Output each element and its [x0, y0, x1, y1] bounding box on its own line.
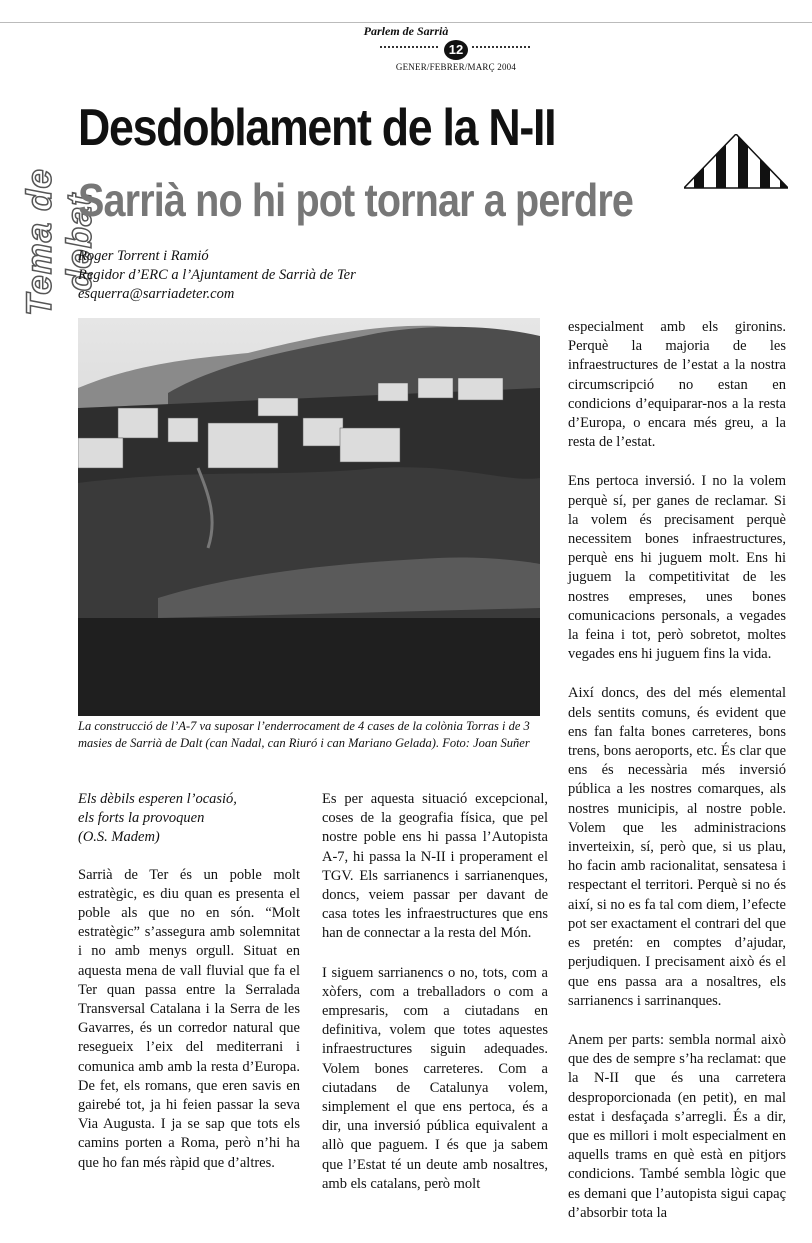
- section-label: Tema de debat: [20, 168, 99, 316]
- photo-caption: La construcció de l’A-7 va suposar l’enderrocament de 4 cases de la colònia Torras i de 3 masies de Sarrià de Dalt (can Nadal, can Riuró i can Mariano Gelada). Foto: Joan Suñer: [78, 719, 530, 750]
- author-email: esquerra@sarriadeter.com: [78, 286, 235, 302]
- author-role: Regidor d’ERC a l’Ajuntament de Sarrià de Ter: [78, 267, 356, 283]
- paragraph: Així doncs, des del més elemental dels sentits comuns, és evident que ens fan falta bones carreteres, bons trens, bons aeroports, etc. És clar que ens és necessària més inversió pública a les nostres comarques, als nostres municipis, al nostre poble. Volem que les administracions inverteixin, sí, però que, si us plau, ho facin amb racionalitat, sensatesa i respectant el territori. Perquè si no és així, si no es fa tal com diem, l’efecte pot ser exactament el contrari del que es pretén: en comptes d’ajudar, perjudiquen. I precisament això és el que ens passa ara a nosaltres, els sarrianencs i sarrinanques.: [568, 685, 786, 1009]
- paragraph: Es per aquesta situació excepcional, coses de la geografia física, que pel nostre poble ens hi passa l’Autopista A-7, hi passa la N-II i properament el TGV. Els sarrianencs i sarrianenques, doncs, veiem passar per davant de casa totes les infraestructures que ens han de connectar a la resta del Món.: [322, 791, 548, 942]
- paragraph: Sarrià de Ter és un poble molt estratègic, es diu quan es presenta el poble als que no en són. “Molt estratègic” s’assegura amb solemnitat i no amb menys orgull. Situat en aquesta mena de vall fluvial que fa el Ter quan passa entre la Serralada Transversal Catalana i la Serra de les Gavarres, és un corredor natural que resegueix l’eix del mediterrani i comunica amb amb la resta d’Europa. De fet, els romans, que eren savis en gairebé tot, ja hi feien passar la seva Via Augusta. I ja se sap que tots els camins porten a Roma, però n’hi ha que ho fan més ràpid que d’altres.: [78, 866, 300, 1171]
- page-number: 12: [444, 40, 468, 60]
- epigraph: [78, 790, 300, 848]
- magazine-name: Parlem de Sarrià: [363, 24, 449, 38]
- article-column-3: [568, 318, 786, 1243]
- article-title: Desdoblament de la N-II: [78, 99, 556, 157]
- paragraph: I siguem sarrianencs o no, tots, com a xòfers, com a treballadors o com a empresaris, com a ciutadans en definitiva, volem que totes aquestes infraestructures siguin adequades. Volem bones carreteres. Com a ciutadans de Catalunya volem, simplement el que ens pertoca, és a dir, una inversió pública equivalent a allò que paguem. I és que ja sabem que l’Estat té un deute amb nosaltres, amb els catalans, però molt: [322, 964, 548, 1192]
- erc-logo: [684, 134, 788, 226]
- epigraph-line: els forts la provoquen: [78, 810, 205, 827]
- paragraph: especialment amb els gironins. Perquè la majoria de les infraestructures de l’estat a la nostra circumscripció no estan en condicions d’equiparar-nos a la resta d’Europa, o encara més greu, a la resta de l’estat.: [568, 319, 786, 451]
- epigraph-source: (O.S. Madem): [78, 829, 160, 846]
- author-name: Roger Torrent i Ramió: [78, 248, 209, 264]
- article-column-1: [78, 790, 300, 1193]
- header-rule: [0, 22, 812, 23]
- article-subtitle: Sarrià no hi pot tornar a perdre: [78, 174, 634, 226]
- dotted-rule-right: [472, 46, 530, 48]
- article-photo: [78, 318, 540, 716]
- paragraph: Anem per parts: sembla normal això que des de sempre s’ha reclamat: que la N-II que és una carretera desproporcionada (en petit), en mal estat i desfaçada s’arregli. És a dir, que es millori i molt especialment en aquells trams en què està en pitjors condicions. També sembla lògic que es demani que l’autopista sigui capaç d’absorbir tota la: [568, 1031, 786, 1221]
- dotted-rule-left: [380, 46, 438, 48]
- issue-date: GENER/FEBRER/MARÇ 2004: [395, 62, 517, 72]
- article-column-2: [322, 790, 548, 1214]
- paragraph: Ens pertoca inversió. I no la volem perquè sí, per ganes de reclamar. Si la volem és precisament perquè necessitem bones infraestructures, perquè ens hi juguem molt. Ens hi juguem la competitivitat de les nostres empreses, unes bones comunicacions personals, a vegades la feina i tot, però sobretot, moltes vegades ens hi juguem fins la vida.: [568, 473, 786, 663]
- epigraph-line: Els dèbils esperen l’ocasió,: [78, 791, 237, 807]
- erc-flag-icon: [684, 134, 788, 190]
- page-number-ornament: [380, 40, 530, 60]
